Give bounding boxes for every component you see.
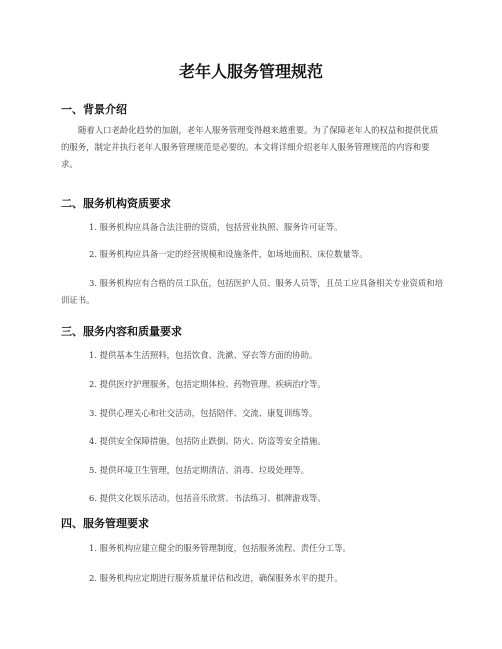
list-item: 2. 服务机构应定期进行服务质量评估和改进，确保服务水平的提升。 [89,573,343,583]
list-item: 3. 服务机构应有合格的员工队伍，包括医护人员、服务人员等，且员工应具备相关专业资质和培训证书。 [61,278,444,305]
section-heading-qualification: 二、服务机构资质要求 [61,197,171,210]
list-item: 5. 提供环境卫生管理，包括定期清洁、消毒、垃圾处理等。 [89,465,310,475]
background-paragraph: 随着人口老龄化趋势的加剧，老年人服务管理变得越来越重要。为了保障老年人的权益和提供优质的服务，制定并执行老年人服务管理规范是必要的。本文将详细介绍老年人服务管理规范的内容和要求。 [61,125,439,169]
list-item: 4. 提供安全保障措施，包括防止跌倒、防火、防盗等安全措施。 [89,436,326,446]
list-item: 1. 服务机构应具备合法注册的资质，包括营业执照、服务许可证等。 [89,222,343,232]
list-item: 3. 提供心理关心和社交活动，包括陪伴、交流、康复训练等。 [89,408,318,418]
list-item: 6. 提供文化娱乐活动，包括音乐欣赏、书法练习、棋牌游戏等。 [89,493,326,503]
list-item: 1. 提供基本生活照料，包括饮食、洗漱、穿衣等方面的协助。 [89,350,318,360]
list-item: 2. 提供医疗护理服务，包括定期体检、药物管理、疾病治疗等。 [89,379,326,389]
section-heading-service-content: 三、服务内容和质量要求 [61,325,182,338]
list-item: 1. 服务机构应建立健全的服务管理制度，包括服务流程、责任分工等。 [89,543,351,553]
section-heading-background: 一、背景介绍 [61,103,127,116]
document-title: 老年人服务管理规范 [178,62,323,81]
section-heading-management: 四、服务管理要求 [61,517,149,530]
list-item: 2. 服务机构应具备一定的经营规模和设施条件，如场地面积、床位数量等。 [89,249,368,259]
